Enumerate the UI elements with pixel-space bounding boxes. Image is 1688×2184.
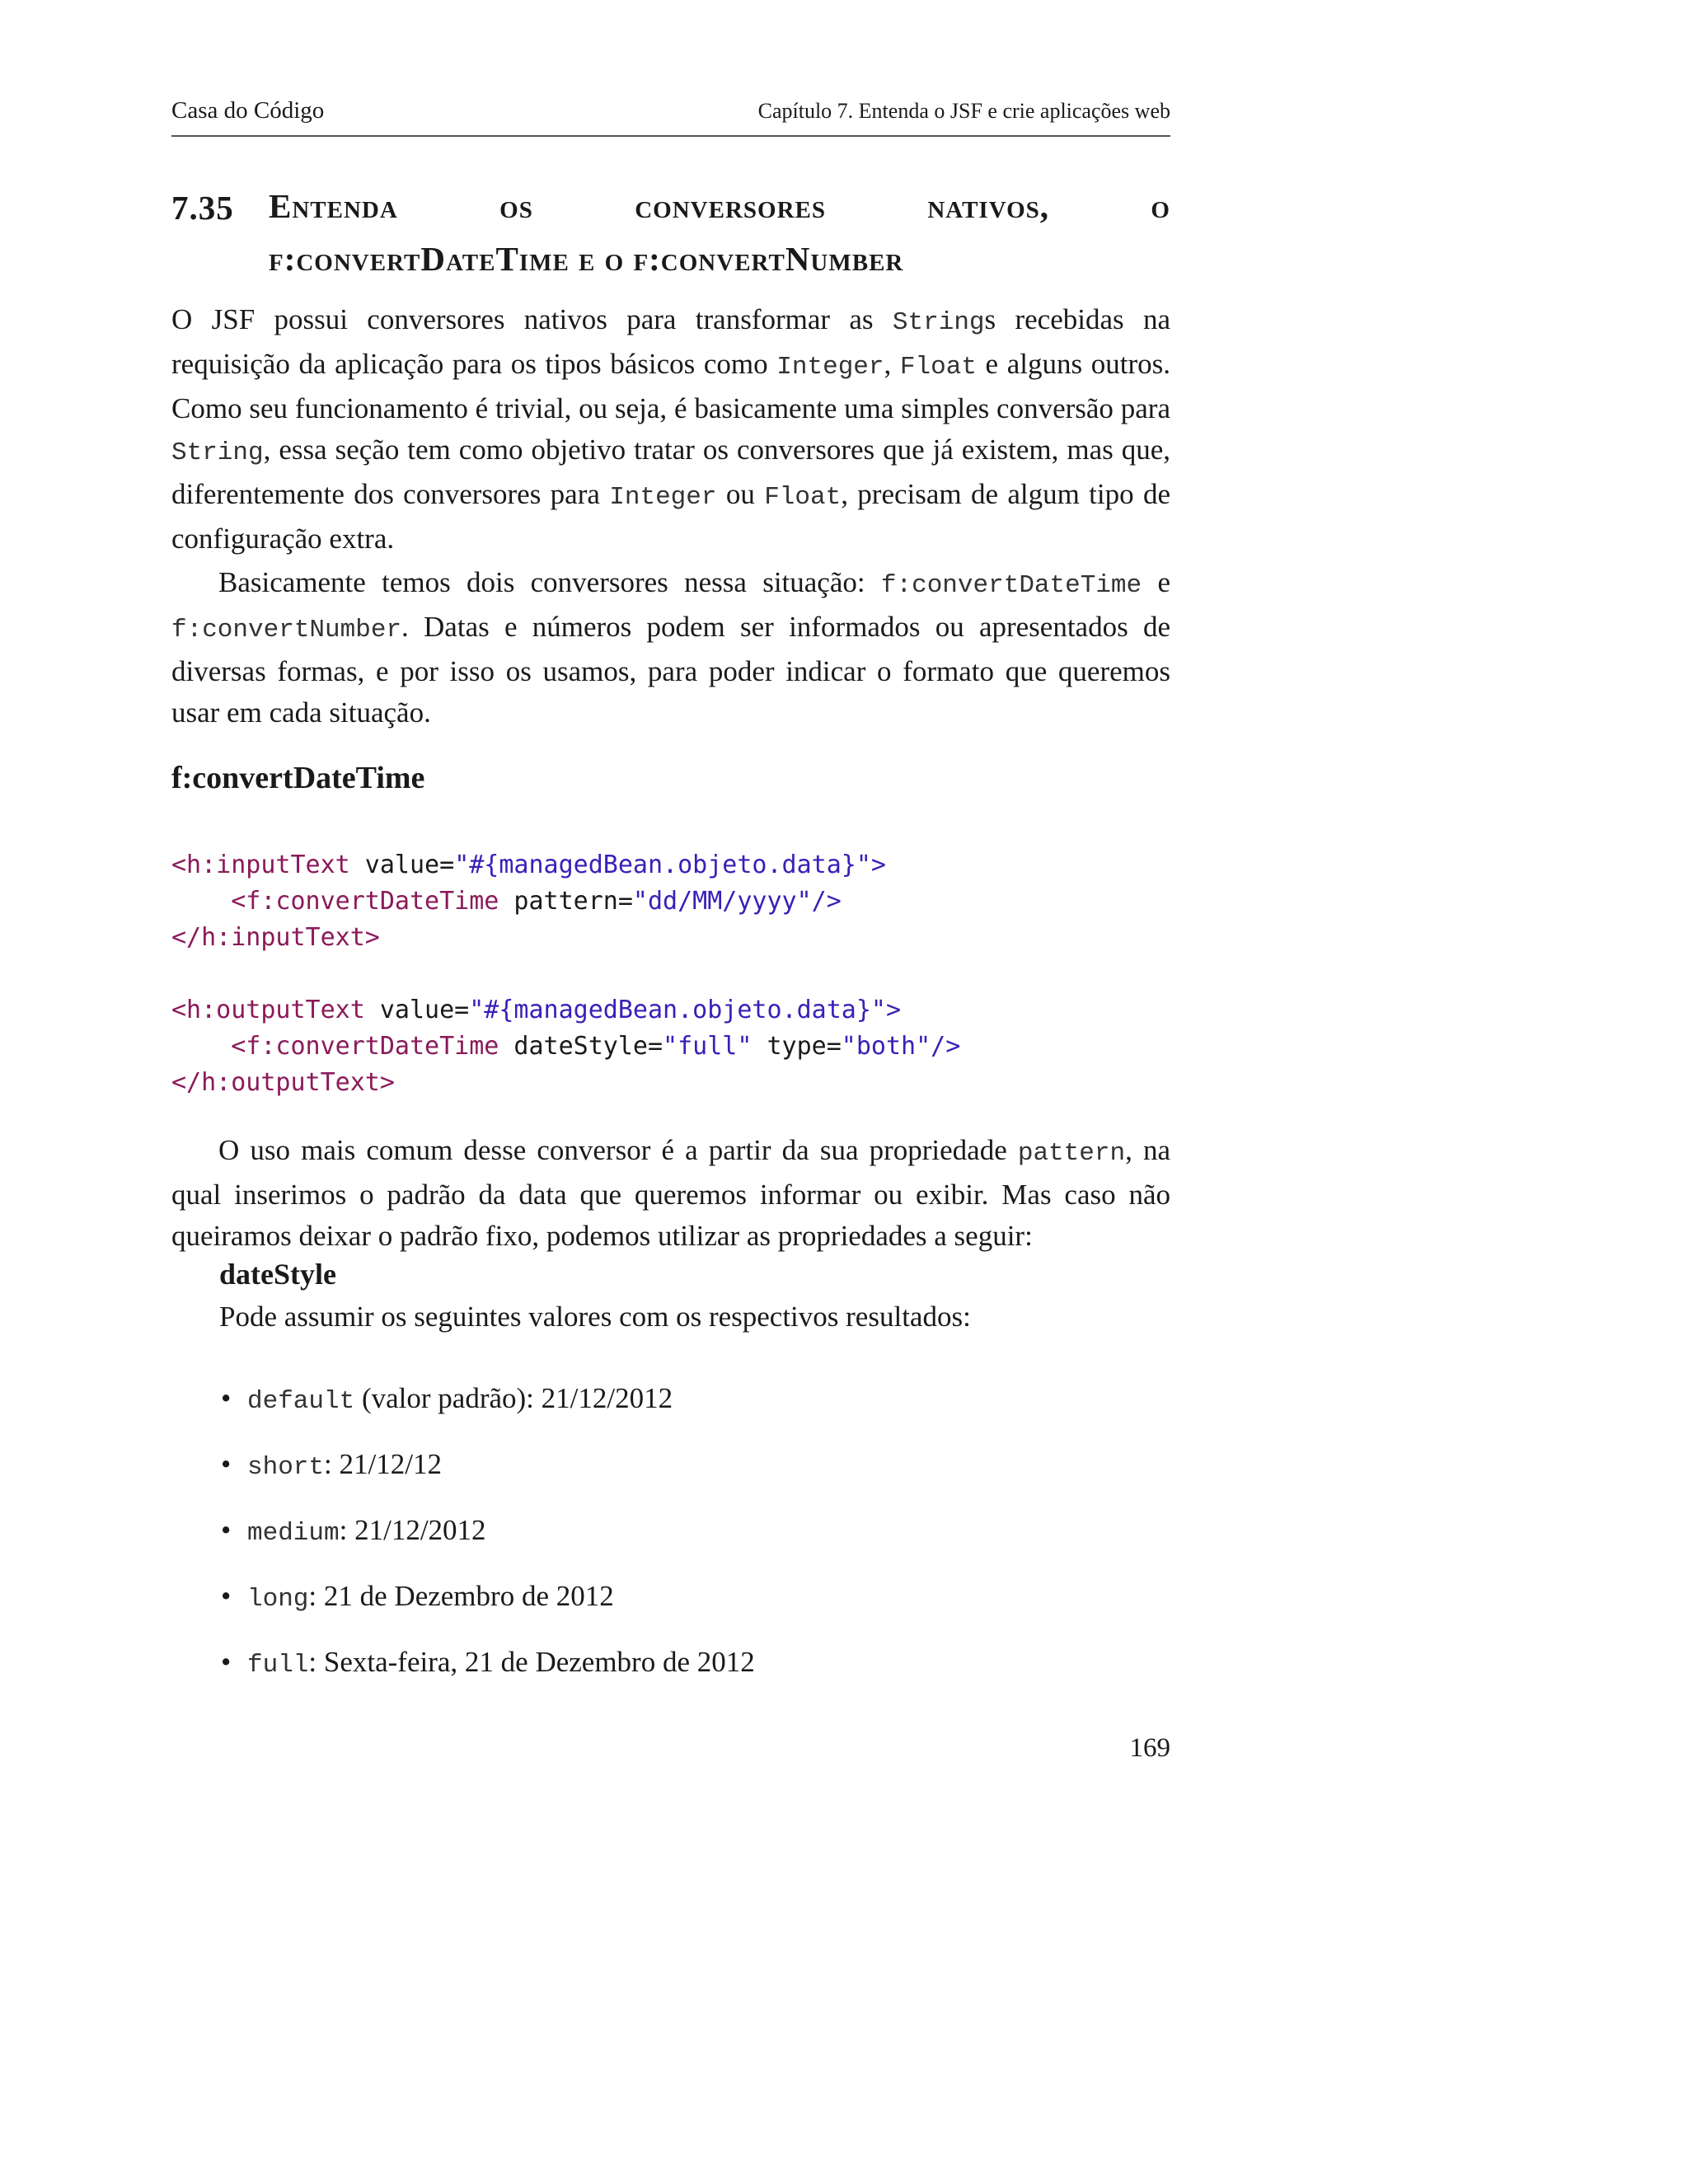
text: , precisam de algum tipo de configuração extra.: [171, 478, 1170, 555]
paragraph-2: [171, 562, 1170, 733]
inline-code: short: [247, 1453, 325, 1482]
usage-paragraph-wrap: [171, 1130, 1170, 1257]
inline-code: Integer: [609, 483, 717, 512]
code-string: "#{managedBean.objeto.data}": [454, 851, 871, 879]
code-attr: type=: [752, 1032, 842, 1061]
page-number: 169: [1129, 1733, 1170, 1763]
code-string: "#{managedBean.objeto.data}": [469, 996, 886, 1024]
inline-code: f:convertDateTime: [880, 571, 1142, 600]
text: (valor padrão): 21/12/2012: [354, 1382, 673, 1414]
inline-code: pattern: [1017, 1139, 1126, 1168]
inline-code: default: [247, 1387, 355, 1416]
section-number: 7.35: [171, 189, 234, 227]
code-string: "full": [663, 1032, 753, 1061]
paragraph-3: [171, 1130, 1170, 1257]
code-tag-end: >: [870, 851, 886, 879]
running-header: [171, 97, 1170, 137]
text: e alguns outros. Como seu funcionamento é trivial, ou seja, é basicamente uma simples conversão para: [171, 348, 1170, 424]
code-tag-end: />: [811, 887, 842, 916]
title-word: conversores: [635, 187, 826, 225]
text: : 21/12/2012: [339, 1514, 486, 1546]
code-tag: <h:inputText: [171, 851, 350, 879]
code-tag: </h:outputText>: [171, 1068, 395, 1097]
definition-term: dateStyle: [219, 1258, 336, 1291]
text: . Datas e números podem ser informados ou apresentados de diversas formas, e por isso os usamos, para poder indicar o formato que queremos usar em cada situação.: [171, 611, 1170, 729]
code-string: "dd/MM/yyyy": [632, 887, 812, 916]
text: : 21/12/12: [324, 1448, 442, 1480]
paragraph-1: [171, 299, 1170, 560]
inline-code: medium: [247, 1519, 340, 1548]
title-word: nativos,: [927, 187, 1050, 225]
code-tag: <f:convertDateTime: [171, 887, 499, 916]
inline-code: Float: [899, 353, 977, 382]
title-word: o: [1151, 187, 1170, 225]
code-string: "both": [841, 1032, 931, 1061]
datestyle-values-list: [219, 1378, 755, 1708]
code-attr: dateStyle=: [499, 1032, 663, 1061]
text: e: [1142, 566, 1170, 598]
section-title-line1: [269, 186, 1170, 226]
subsection-heading: f:convertDateTime: [171, 761, 425, 795]
code-tag-end: >: [885, 996, 902, 1024]
text: ou: [716, 478, 765, 510]
list-item: [219, 1576, 755, 1642]
text: : 21 de Dezembro de 2012: [308, 1580, 614, 1612]
inline-code: long: [247, 1585, 309, 1614]
list-item: [219, 1642, 755, 1708]
text: O uso mais comum desse conversor é a partir da sua propriedade: [218, 1134, 1018, 1166]
inline-code: Integer: [776, 353, 884, 382]
text: : Sexta-feira, 21 de Dezembro de 2012: [308, 1646, 755, 1678]
intro-paragraphs: [171, 299, 1170, 733]
text: , essa seção tem como objetivo tratar os conversores que já existem, mas que, diferentemente dos conversores para: [171, 434, 1170, 510]
title-word: Entenda: [269, 187, 398, 225]
text: O JSF possui conversores nativos para transformar as: [171, 303, 893, 335]
text: , na qual inserimos o padrão da data que queremos informar ou exibir. Mas caso não queiramos deixar o padrão fixo, podemos utilizar as propriedades a seguir:: [171, 1134, 1170, 1252]
list-item: [219, 1378, 755, 1444]
section-title-line2: f:convertDateTime e o f:convertNumber: [269, 240, 904, 278]
code-attr: value=: [349, 851, 455, 879]
text: ,: [884, 348, 900, 380]
code-tag: </h:inputText>: [171, 923, 380, 952]
definition-description: Pode assumir os seguintes valores com os respectivos resultados:: [219, 1301, 971, 1333]
book-title: Casa do Código: [171, 97, 325, 124]
code-tag: <f:convertDateTime: [171, 1032, 499, 1061]
title-word: os: [499, 187, 533, 225]
inline-code: full: [247, 1651, 309, 1680]
text: s recebidas na requisição da aplicação para os tipos básicos como: [171, 303, 1171, 380]
inline-code: Float: [764, 483, 842, 512]
code-tag: <h:outputText: [171, 996, 365, 1024]
code-attr: value=: [364, 996, 470, 1024]
code-block: [171, 847, 960, 1101]
code-tag-end: />: [931, 1032, 961, 1061]
inline-code: String: [892, 308, 985, 337]
list-item: [219, 1510, 755, 1576]
inline-code: f:convertNumber: [171, 616, 402, 644]
inline-code: String: [171, 438, 264, 467]
text: Basicamente temos dois conversores nessa situação:: [218, 566, 881, 598]
list-item: [219, 1444, 755, 1510]
chapter-title: Capítulo 7. Entenda o JSF e crie aplicações web: [757, 99, 1170, 123]
code-attr: pattern=: [499, 887, 633, 916]
